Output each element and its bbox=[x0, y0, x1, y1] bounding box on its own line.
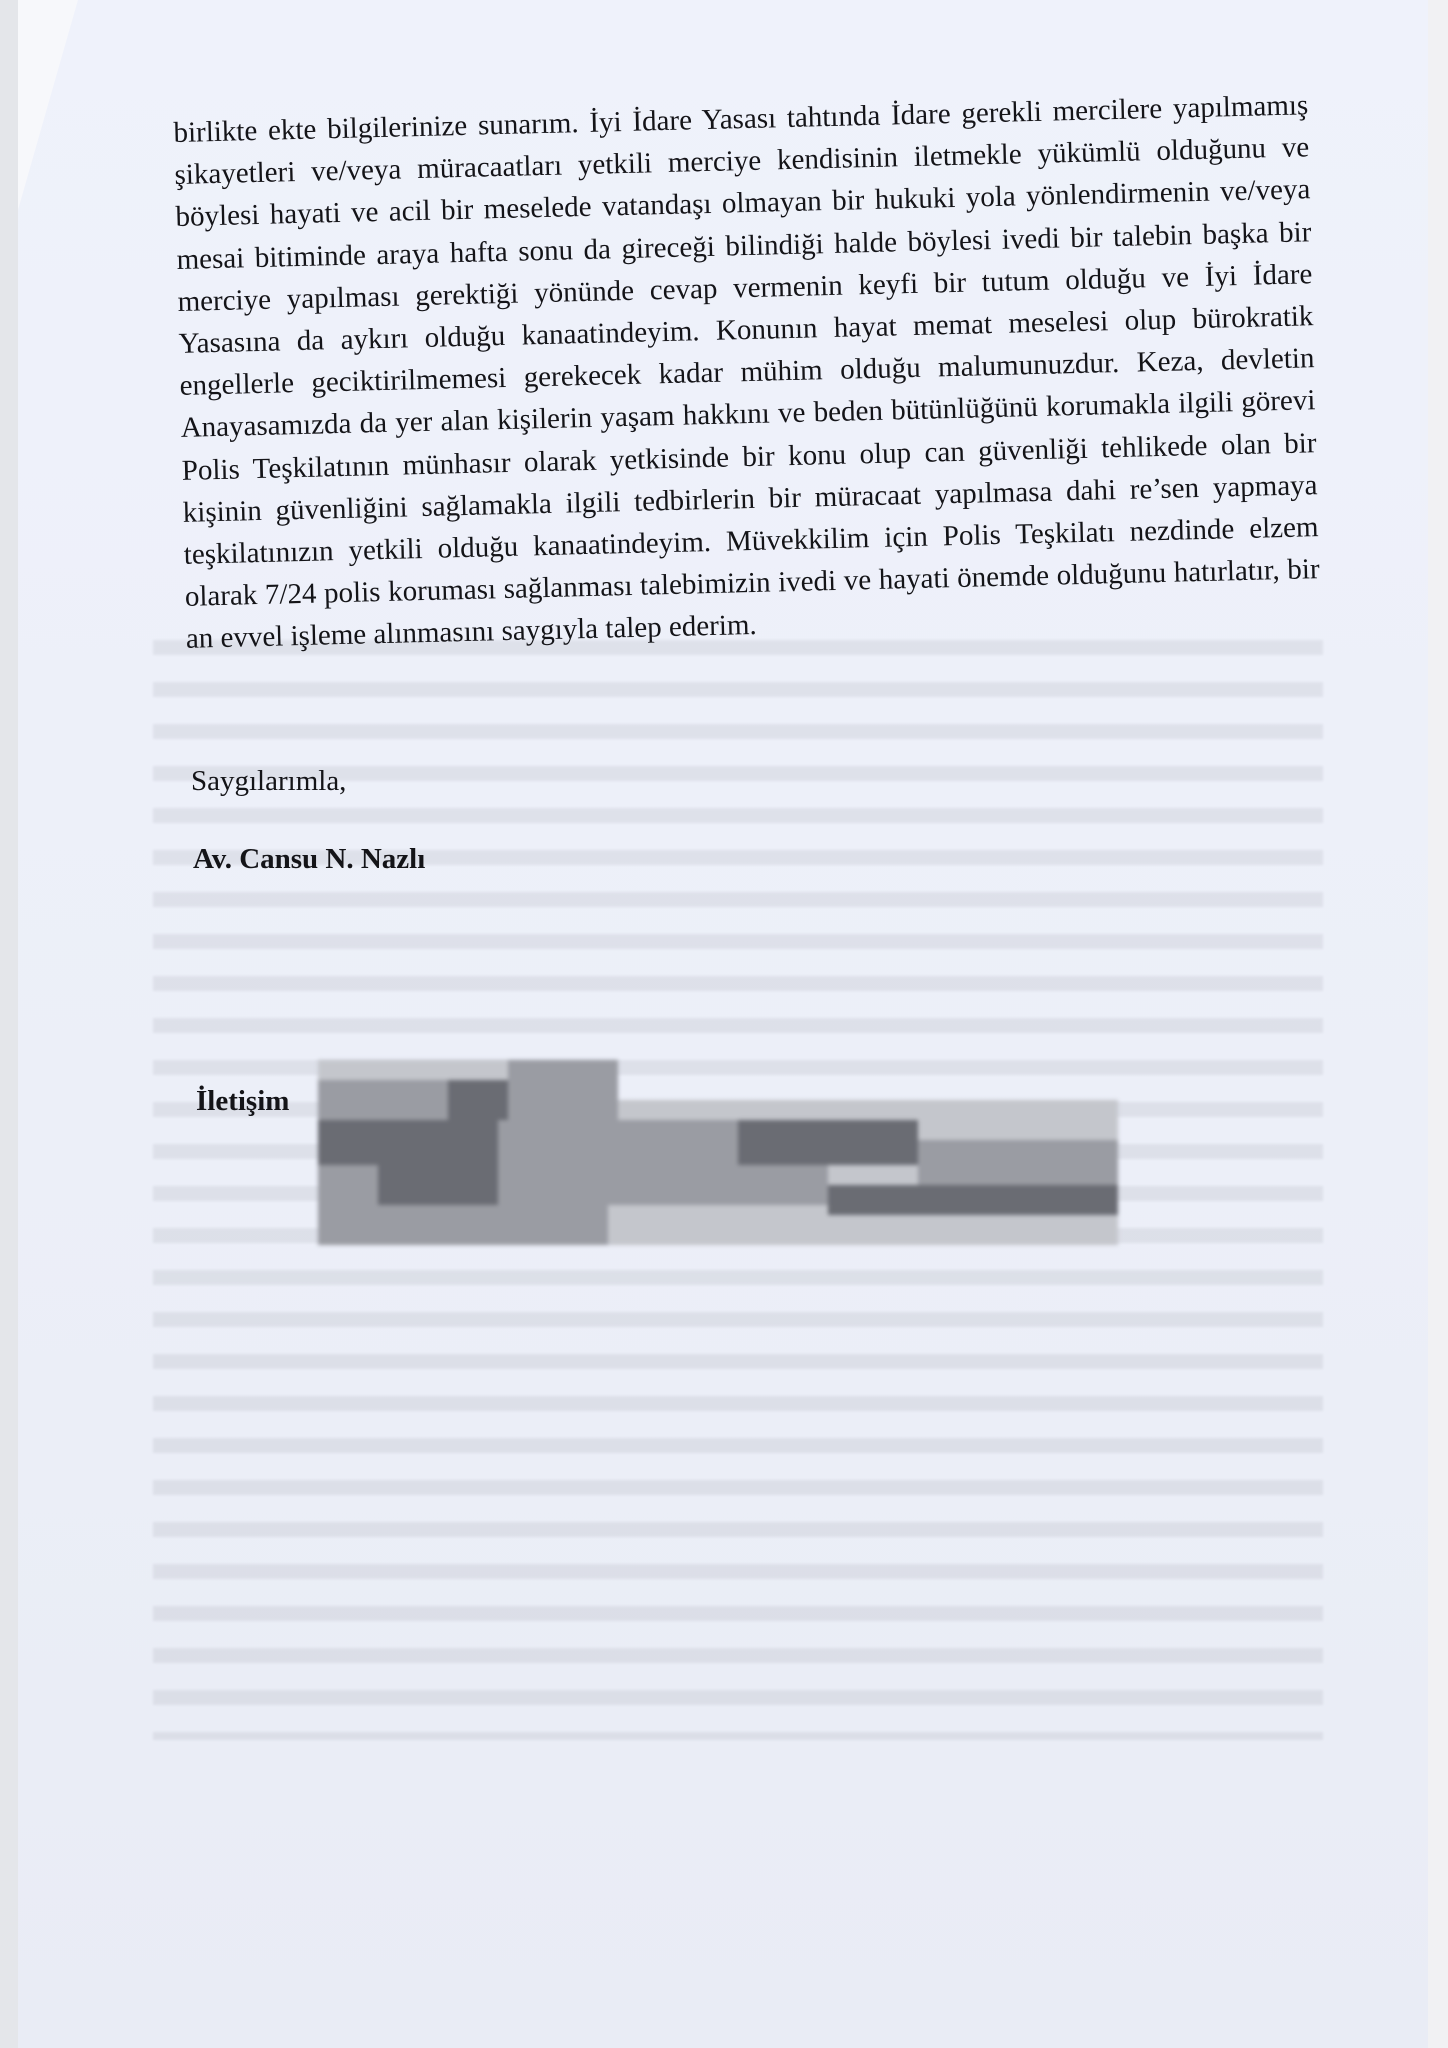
body-paragraph: birlikte ekte bilgilerinize sunarım. İyi İdare Yasası tahtında İdare gerekli mercilere yapılmamış şikayetleri ve/veya müracaatları yetkili merciye kendisinin iletmekle yükümlü olduğunu ve böylesi hayati ve acil bir meselede vatandaşı olmayan bir hukuki yola yönlendirmenin ve/veya mesai bitiminde araya hafta sonu da gireceği bilindiği halde böylesi ivedi bir talebin başka bir merciye yapılması gerektiği yönünde cevap vermenin keyfi bir tutum olduğu ve İyi İdare Yasasına da aykırı olduğu kanaatindeyim. Konunın hayat memat meselesi olup bürokratik engellerle geciktirilmemesi gerekecek kadar mühim olduğu malumunuzdur. Keza, devletin Anayasamızda da yer alan kişilerin yaşam hakkını ve beden bütünlüğünü korumakla ilgili görevi Polis Teşkilatının münhasır olarak yetkisinde bir konu olup can güvenliği tehlikede olan bir kişinin güvenliğini sağlamakla ilgili tedbirlerin bir müracaat yapılmasa dahi re’sen yapmaya teşkilatınızın yetkili olduğu kanaatindeyim. Müvekkilim için Polis Teşkilatı nezdinde elzem olarak 7/24 polis koruması sağlanması talebimizin ivedi ve hayati önemde olduğunu hatırlatır, bir an evvel işleme alınmasını saygıyla talep ederim. bbox=[173, 89, 1320, 656]
document-page bbox=[18, 0, 1428, 2048]
closing-salutation: Saygılarımla, bbox=[191, 765, 347, 797]
page-corner-fold bbox=[18, 0, 78, 210]
redacted-contact-details bbox=[318, 1060, 1118, 1245]
signature-name: Av. Cansu N. Nazlı bbox=[193, 843, 426, 875]
background-surface bbox=[0, 0, 20, 2048]
contact-label: İletişim bbox=[196, 1085, 290, 1117]
